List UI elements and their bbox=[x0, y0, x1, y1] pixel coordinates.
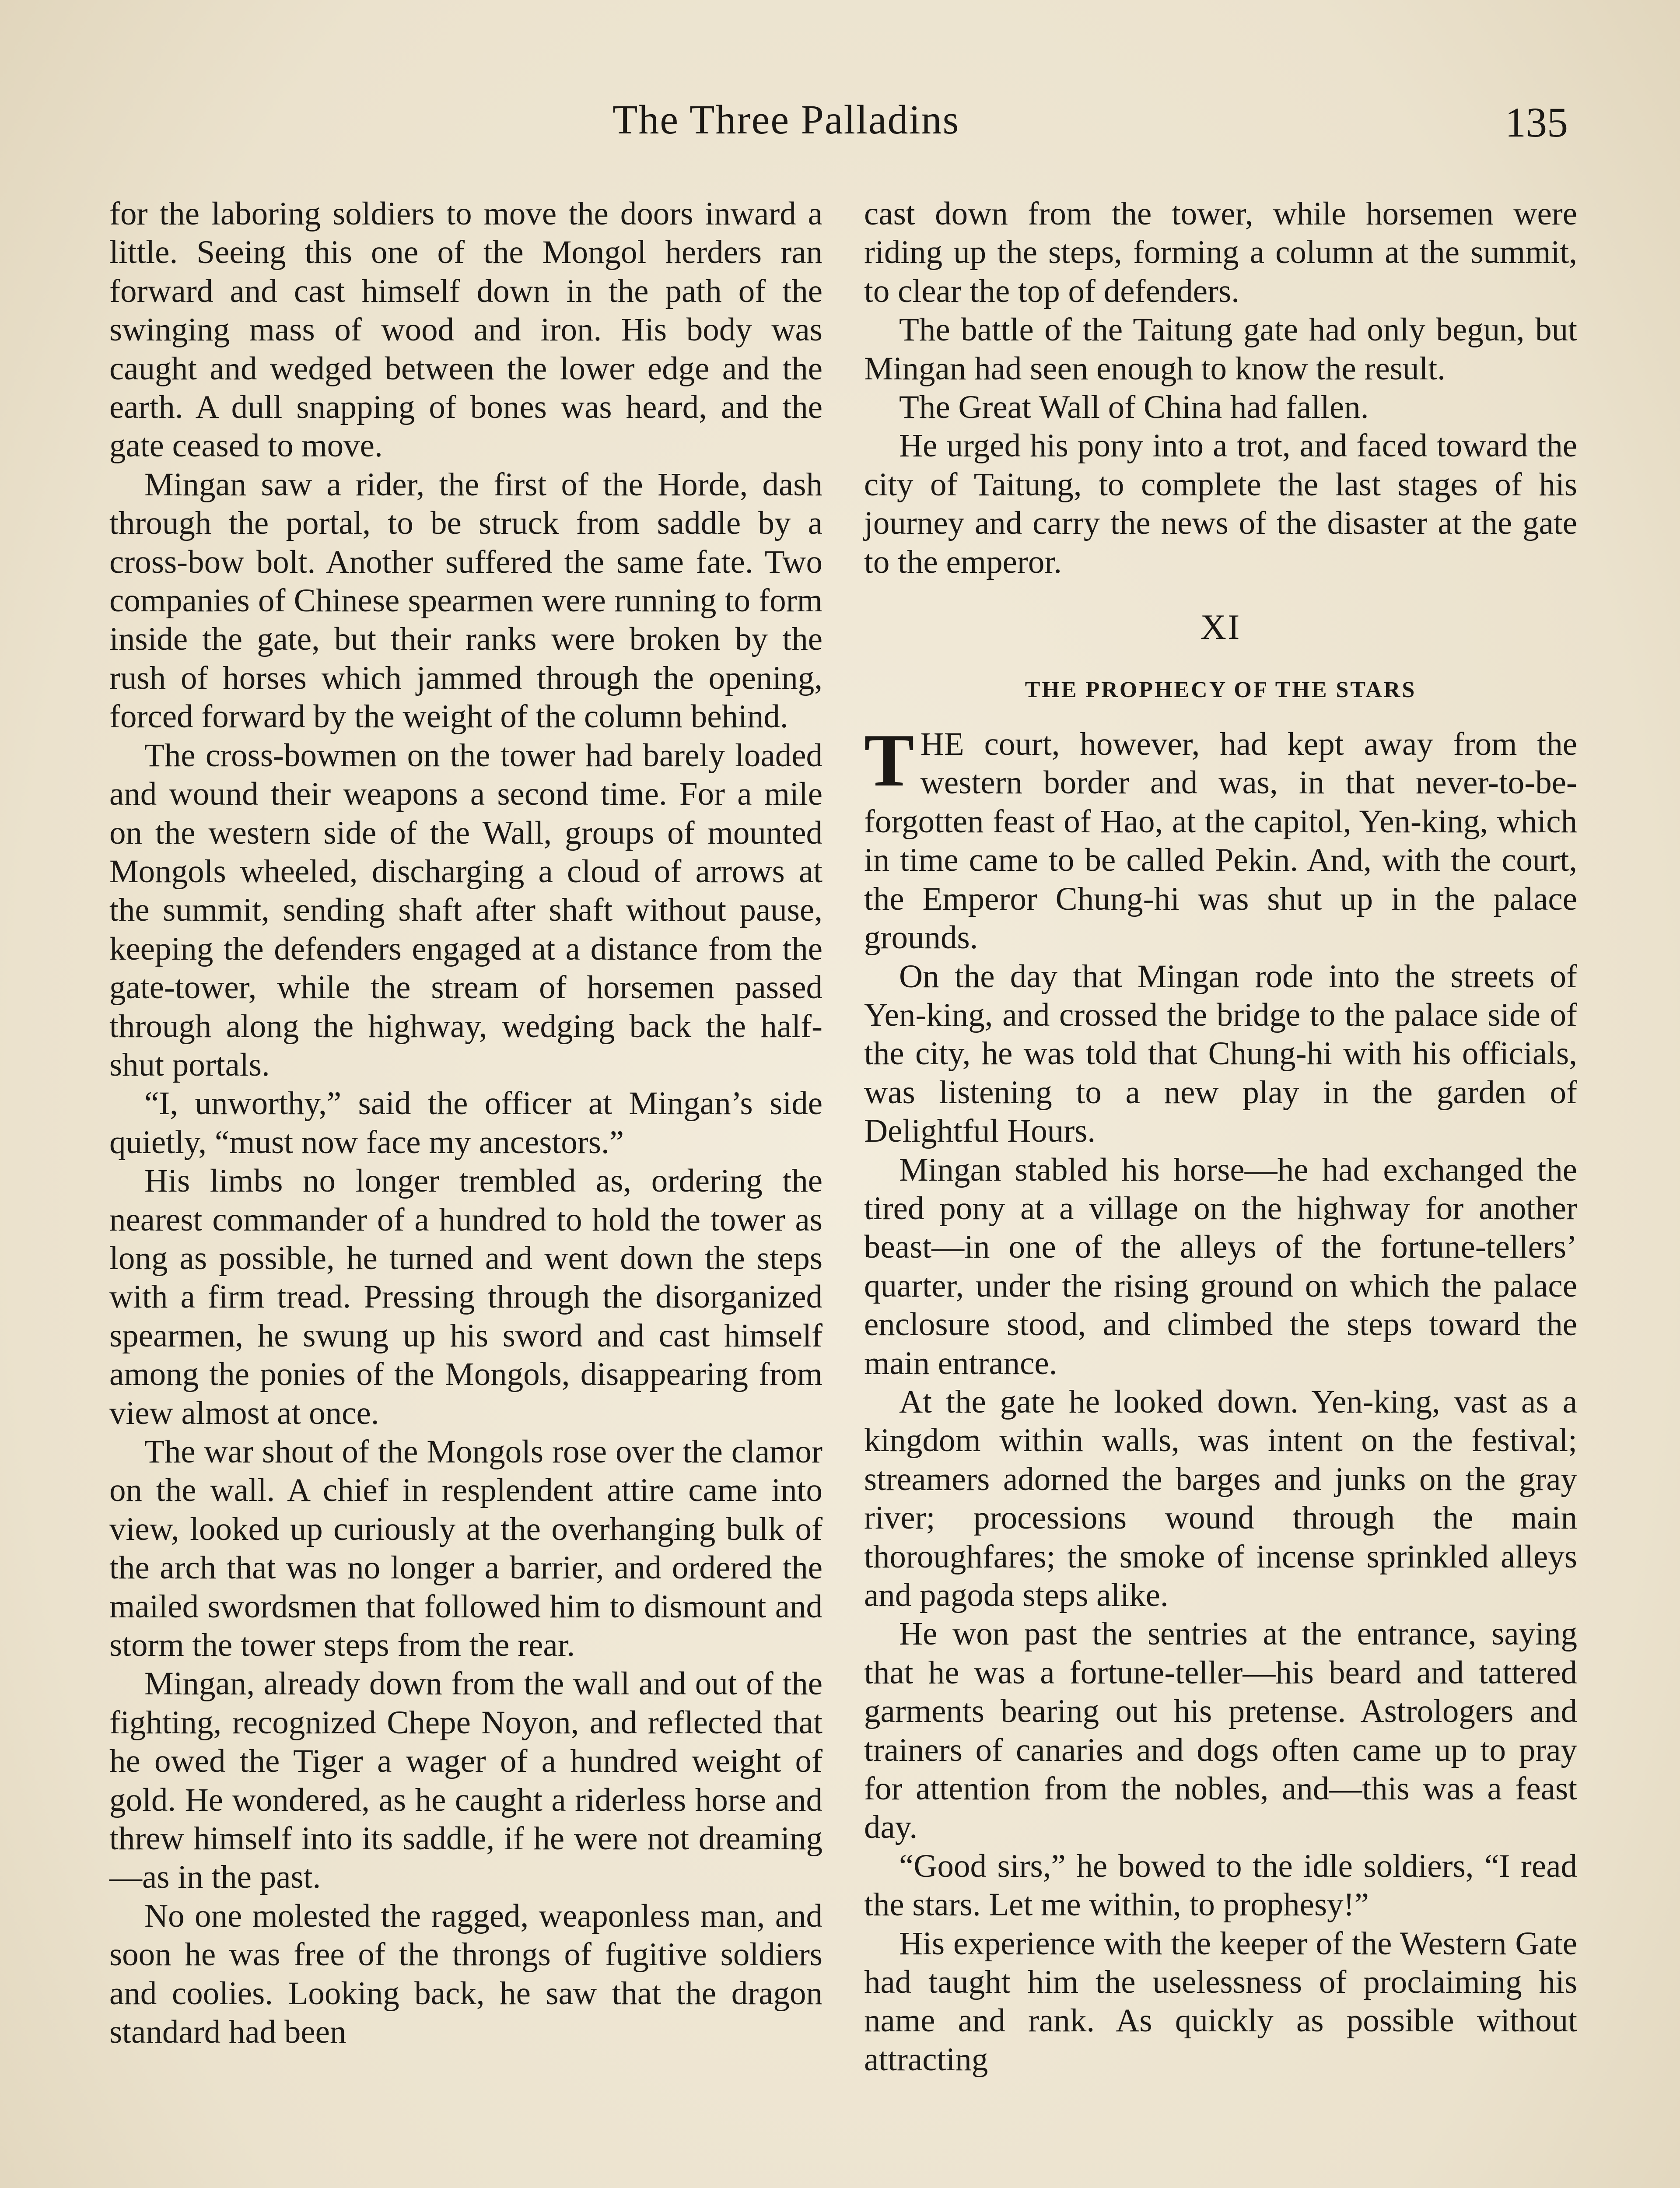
right-column bbox=[864, 195, 1577, 2079]
paragraph: The battle of the Taitung gate had only begun, but Mingan had seen enough to know the result. bbox=[864, 312, 1577, 387]
paragraph: He urged his pony into a trot, and faced toward the city of Taitung, to complete the last stages of his journey and carry the news of the disaster at the gate to the emperor. bbox=[864, 428, 1577, 580]
paragraph: Mingan stabled his horse—he had exchanged the tired pony at a village on the highway for another beast—in one of the alleys of the fortune-tellers’ quarter, under the rising ground on which the palace enclosure stood, and climbed the steps toward the main entrance. bbox=[864, 1151, 1577, 1382]
paragraph: On the day that Mingan rode into the streets of Yen-king, and crossed the bridge to the palace side of the city, he was told that Chung-hi with his officials, was listening to a new play in the garden of Delightful Hours. bbox=[864, 958, 1577, 1150]
paragraph: The Great Wall of China had fallen. bbox=[899, 389, 1369, 426]
running-title: The Three Palladins bbox=[612, 97, 960, 143]
paragraph: His limbs no longer trembled as, ordering the nearest commander of a hundred to hold the tower as long as possible, he turned and went down the steps with a firm tread. Pressing through the disorganized spearmen, he swung up his sword and cast himself among the ponies of the Mongols, disappearing from view almost at once. bbox=[109, 1163, 822, 1431]
opening-text: HE court, however, had kept away from the western border and was, in that never-to-be-forgotten feast of Hao, at the capitol, Yen-king, which in time came to be called Pekin. And, with the court, the Emperor Chung-hi was shut up in the palace grounds. bbox=[864, 726, 1577, 956]
paragraph: He won past the sentries at the entrance, saying that he was a fortune-teller—his beard and tattered garments bearing out his pretense. Astrologers and trainers of canaries and dogs often came up to pray for attention from the nobles, and—this was a feast day. bbox=[864, 1616, 1577, 1846]
left-column bbox=[109, 195, 822, 2052]
paragraph: No one molested the ragged, weaponless man, and soon he was free of the throngs of fugitive soldiers and coolies. Looking back, he saw that the dragon standard had been bbox=[109, 1897, 822, 2051]
chapter-opening-paragraph bbox=[864, 719, 1577, 957]
paragraph: At the gate he looked down. Yen-king, vast as a kingdom within walls, was intent on the festival; streamers adorned the barges and junks on the gray river; processions wound through the main thoroughfares; the smoke of incense sprinkled alleys and pagoda steps alike. bbox=[864, 1383, 1577, 1613]
page-number: 135 bbox=[1505, 99, 1568, 146]
drop-cap: T bbox=[864, 719, 914, 803]
paragraph: for the laboring soldiers to move the doors inward a little. Seeing this one of the Mongol herders ran forward and cast himself down in the path of the swinging mass of wood and iron. His body was caught and wedged between the lower edge and the earth. A dull snapping of bones was heard, and the gate ceased to move. bbox=[109, 196, 822, 464]
paragraph: “I, unworthy,” said the officer at Mingan’s side quietly, “must now face my ancestors.” bbox=[109, 1085, 822, 1161]
chapter-number: XI bbox=[1200, 607, 1241, 647]
paragraph: cast down from the tower, while horsemen were riding up the steps, forming a column at the summit, to clear the top of defenders. bbox=[864, 196, 1577, 309]
paragraph: Mingan saw a rider, the first of the Horde, dash through the portal, to be struck from saddle by a cross-bow bolt. Another suffered the same fate. Two companies of Chinese spearmen were running to form inside the gate, but their ranks were broken by the rush of horses which jammed through the opening, forced forward by the weight of the column behind. bbox=[109, 466, 822, 735]
paragraph: The cross-bowmen on the tower had barely loaded and wound their weapons a second time. For a mile on the western side of the Wall, groups of mounted Mongols wheeled, discharging a cloud of arrows at the summit, sending shaft after shaft without pause, keeping the defenders engaged at a distance from the gate-tower, while the stream of horsemen passed through along the highway, wedging back the half-shut portals. bbox=[109, 737, 822, 1083]
running-head bbox=[0, 88, 1680, 149]
paragraph: Mingan, already down from the wall and out of the fighting, recognized Chepe Noyon, and reflected that he owed the Tiger a wager of a hundred weight of gold. He wondered, as he caught a riderless horse and threw himself into its saddle, if he were not dreaming—as in the past. bbox=[109, 1666, 822, 1896]
paragraph: The war shout of the Mongols rose over the clamor on the wall. A chief in resplendent attire came into view, looked up curiously at the overhanging bulk of the arch that was no longer a barrier, and ordered the mailed swordsmen that followed him to dismount and storm the tower steps from the rear. bbox=[109, 1434, 822, 1664]
paragraph: “Good sirs,” he bowed to the idle soldiers, “I read the stars. Let me within, to prophesy!” bbox=[864, 1848, 1577, 1923]
chapter-title: THE PROPHECY OF THE STARS bbox=[1025, 677, 1417, 703]
paragraph: His experience with the keeper of the Western Gate had taught him the uselessness of proclaiming his name and rank. As quickly as possible without attracting bbox=[864, 1925, 1577, 2078]
